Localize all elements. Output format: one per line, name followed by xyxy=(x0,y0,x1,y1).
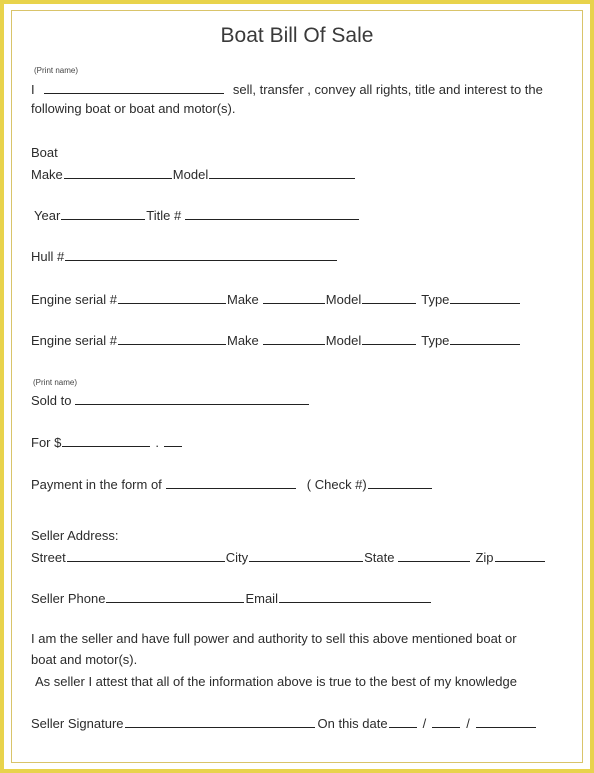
price-cents-field[interactable] xyxy=(164,435,182,447)
seller-phone-field[interactable] xyxy=(106,591,244,603)
zip-label: Zip xyxy=(475,550,494,565)
hull-label: Hull # xyxy=(31,249,65,264)
engine-serial-label: Engine serial # xyxy=(31,333,117,348)
seller-statement-1: sell, transfer , convey all rights, title and interest to the xyxy=(232,82,543,97)
model-field[interactable] xyxy=(209,167,355,179)
payment-label: Payment in the form of xyxy=(31,477,162,492)
year-title-row xyxy=(34,208,360,222)
engine-type-field[interactable] xyxy=(450,292,520,304)
engine-serial-field[interactable] xyxy=(118,292,226,304)
engine-row-1 xyxy=(31,292,521,306)
street-field[interactable] xyxy=(67,550,225,562)
date-separator: / xyxy=(422,716,427,731)
engine-serial-label: Engine serial # xyxy=(31,292,117,307)
email-label: Email xyxy=(245,591,278,606)
make-field[interactable] xyxy=(64,167,172,179)
print-name-hint: (Print name) xyxy=(33,378,78,387)
state-label: State xyxy=(364,550,395,565)
engine-make-label: Make xyxy=(227,333,259,348)
print-name-hint: (Print name) xyxy=(34,66,79,75)
date-year-field[interactable] xyxy=(476,716,536,728)
inner-border xyxy=(11,10,583,763)
hull-field[interactable] xyxy=(65,249,337,261)
city-field[interactable] xyxy=(249,550,363,562)
engine-make-field[interactable] xyxy=(263,292,325,304)
seller-line xyxy=(31,82,543,96)
engine-serial-field[interactable] xyxy=(118,333,226,345)
engine-model-field[interactable] xyxy=(362,292,416,304)
price-dollars-field[interactable] xyxy=(62,435,150,447)
signature-row xyxy=(31,716,537,730)
engine-model-label: Model xyxy=(325,333,362,348)
engine-type-label: Type xyxy=(421,333,450,348)
title-label: Title # xyxy=(146,208,182,223)
check-label: ( Check #) xyxy=(306,477,367,492)
model-label: Model xyxy=(172,167,209,182)
sold-to-field[interactable] xyxy=(75,393,309,405)
address-row xyxy=(31,550,546,564)
authority-line-1: I am the seller and have full power and authority to sell this above mentioned boat or xyxy=(31,631,517,646)
street-label: Street xyxy=(31,550,66,565)
seller-prefix: I xyxy=(31,82,35,97)
sold-to-row xyxy=(31,393,310,407)
boat-make-model-row xyxy=(31,167,356,181)
make-label: Make xyxy=(31,167,63,182)
engine-make-field[interactable] xyxy=(263,333,325,345)
signature-label: Seller Signature xyxy=(31,716,124,731)
engine-row-2 xyxy=(31,333,521,347)
zip-field[interactable] xyxy=(495,550,545,562)
seller-phone-label: Seller Phone xyxy=(31,591,106,606)
email-field[interactable] xyxy=(279,591,431,603)
payment-row xyxy=(31,477,433,491)
seller-address-heading: Seller Address: xyxy=(31,528,119,543)
cents-separator: . xyxy=(155,435,159,450)
seller-name-field[interactable] xyxy=(44,82,224,94)
state-field[interactable] xyxy=(398,550,470,562)
year-label: Year xyxy=(34,208,61,223)
date-day-field[interactable] xyxy=(432,716,460,728)
engine-type-field[interactable] xyxy=(450,333,520,345)
sold-to-label: Sold to xyxy=(31,393,72,408)
phone-email-row xyxy=(31,591,432,605)
page-title: Boat Bill Of Sale xyxy=(220,24,374,47)
engine-type-label: Type xyxy=(421,292,450,307)
hull-row xyxy=(31,249,338,263)
price-row xyxy=(31,435,183,449)
signature-field[interactable] xyxy=(125,716,315,728)
check-number-field[interactable] xyxy=(368,477,432,489)
attest-line: As seller I attest that all of the information above is true to the best of my knowledge xyxy=(35,674,517,689)
seller-statement-2: following boat or boat and motor(s). xyxy=(31,101,236,116)
engine-make-label: Make xyxy=(227,292,259,307)
payment-form-field[interactable] xyxy=(166,477,296,489)
date-separator: / xyxy=(466,716,470,731)
engine-model-label: Model xyxy=(325,292,362,307)
year-field[interactable] xyxy=(61,208,145,220)
authority-line-2: boat and motor(s). xyxy=(31,652,138,667)
engine-model-field[interactable] xyxy=(362,333,416,345)
title-field[interactable] xyxy=(185,208,359,220)
boat-heading: Boat xyxy=(31,145,58,160)
city-label: City xyxy=(225,550,249,565)
for-label: For $ xyxy=(31,435,62,450)
date-label: On this date xyxy=(317,716,388,731)
date-month-field[interactable] xyxy=(389,716,417,728)
